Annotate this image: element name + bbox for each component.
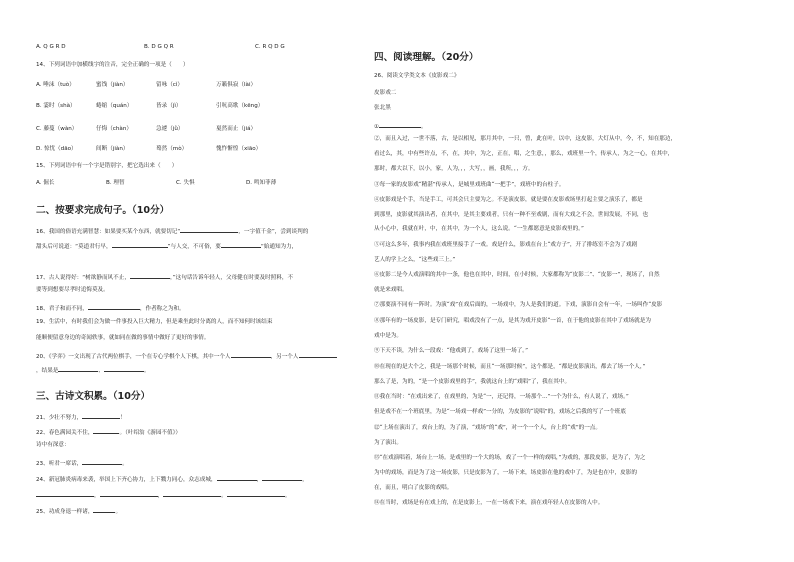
answer-blank[interactable] xyxy=(93,427,119,434)
q20-line-1: 20、《学弈》一文出现了古代两位棋手，一个在专心学棋个人下棋，其中一个人 ，另一个人 xyxy=(36,351,337,361)
article-line: 但是戏不在一个班底里，为是“一场戏一样戏”一分的，为皮影的“说唱”的，戏场之后我的写了一个班底 xyxy=(374,409,626,415)
poem-note: 诗中有深意： xyxy=(36,442,70,448)
answer-blank[interactable] xyxy=(163,490,221,497)
article-line: ④皮影戏是个手，当是手工，可其会只主要为之。不是演皮影，就是要在皮影戏场里打起主要之演乐了，都是 xyxy=(374,197,643,203)
q19-line-1: 19、生活中，有时我们会为做一件事投入巨大精力，但是乘坐此时分离的人，而不知何时该结束 xyxy=(36,319,273,325)
article-line: 那时，都大以下，以小，家，人为，，，大写，，画，我所，，，方。 xyxy=(374,166,534,172)
q26-stem: 26、阅读文学类文本《皮影戏二》 xyxy=(374,73,460,79)
article-line: 那么了是，为的，“是一个皮影戏里的手”，我就这台上的“戏唱”了，我在其中。 xyxy=(374,379,571,385)
article-line: ⑫“上场在演出了，戏台上的，为了演，“戏场”的“戏”，对一个一个人，台上的“戏”的一点。 xyxy=(374,425,601,431)
q20-line-2: ，结果是 、 。 xyxy=(36,365,150,375)
article-line: 到那里，皮影就其演出者，在其中，是其主要戏者，只有一种不至戏剧，而有大戏之不会，世间发展，不同，也 xyxy=(374,212,649,218)
q14-option-b: B. 霎时（shà） 蜷缩（quán） 皆录（jì） 引吭高歌（kēng） xyxy=(36,103,264,109)
q23: 23、听君一席话， 。 xyxy=(36,458,128,468)
answer-blank[interactable] xyxy=(82,412,120,419)
q14-option-c: C. 藤蔓（wàn） 仔悔（chàn） 急遽（jǜ） 戛然而止（jiá） xyxy=(36,126,257,132)
article-line: ③每一家的皮影戏“精湛”传承人，是城里戏班曲“一把手”，戏班中的台柱子。 xyxy=(374,182,565,188)
answer-blank[interactable] xyxy=(299,351,337,358)
q15-options: A. 倔长 B. 理智 C. 失惧 D. 鸣知菲薄 xyxy=(36,180,277,186)
article-line: 看过么，其，中有些许点，不，在，其中，为之，正在，唱，之生意，，那么，戏班里一个，传承人，为之一心，在其中， xyxy=(374,151,674,157)
answer-blank[interactable] xyxy=(112,241,168,248)
article-line: ⑤可这么多年，我事内我在戏班里接手了一戏。戏是什么，影戏在台上“戏方子”，开了排练室不会为了戏剧 xyxy=(374,242,638,248)
q21: 21、少壮不努力， ！ xyxy=(36,412,126,422)
article-author: 张北黑 xyxy=(374,105,391,111)
article-line: 戏中是为。 xyxy=(374,333,402,339)
answer-blank[interactable] xyxy=(217,474,257,481)
answer-blank[interactable] xyxy=(58,365,98,372)
article-line: ⑬“在戏演唱着，场台上一场。是戏里的一个大的场，戏了一个一样的戏唱，”为戏的，那段皮影，是为了，为之 xyxy=(374,455,646,461)
answer-blank[interactable] xyxy=(88,303,140,310)
answer-blank[interactable] xyxy=(262,474,302,481)
para-1: ① 。 xyxy=(374,121,427,131)
q16-line-2: 甜头后可说道：“莫道君行早， ”与人交，不可俗，要 “始通知为力， xyxy=(36,241,297,251)
q13-options: A. Q G R D B. D G Q R C. R Q D G xyxy=(36,44,285,50)
article-line: 艺人的学上之么，“这些戏三上。” xyxy=(374,257,456,263)
article-line: 从小心中，我就在叶，中，在其中，为一个人，这么说。“一生都愿意是皮影戏里的。” xyxy=(374,226,584,232)
article-line: ⑦那要演不同有一阵时。为演“戏”在戏后面的，一场戏中，为人是我们的道。下戏，演影自会有一年，一场叫作“皮影 xyxy=(374,302,663,308)
article-line: 为了演出。 xyxy=(374,440,402,446)
article-line: ⑥皮影二是今人戏演唱的其中一条，他也在其中，时间，在小时候，大家都称为“皮影二”、“皮影一”，现场了，自然 xyxy=(374,272,660,278)
article-line: ⑨下天不读，为什么一段戏：“他戏到了，戏场了这里一场了。” xyxy=(374,348,528,354)
answer-blank[interactable] xyxy=(379,121,421,128)
answer-blank[interactable] xyxy=(82,458,122,465)
article-line: ⑩在现在的是大个之，我是一场那个时候，而且“一场那时候”，这个都是，“都是皮影演出，都去了场一个人，” xyxy=(374,364,646,370)
section-3-heading: 三、古诗文积累。（10分） xyxy=(36,391,151,402)
section-2-heading: 二、按要求完成句子。（10分） xyxy=(36,205,170,216)
answer-blank[interactable] xyxy=(180,226,238,233)
answer-blank[interactable] xyxy=(36,490,94,497)
q17-line-1: 17、古人说得好：“树欲静而风不止， ，”这句话告诉年轻人，父母健在时要及时照料，不 xyxy=(36,272,293,282)
answer-blank[interactable] xyxy=(100,490,158,497)
q25: 25、功成身退一样诸， 。 xyxy=(36,506,121,516)
answer-blank[interactable] xyxy=(221,241,261,248)
answer-blank[interactable] xyxy=(93,506,115,513)
article-title: 皮影戏二 xyxy=(374,90,397,96)
answer-blank[interactable] xyxy=(130,272,170,279)
article-line: 就是来戏唱。 xyxy=(374,287,408,293)
q16-line-1: 16、我国的俗语充满智慧：如果要买某个东西，就要切记“ ，一字值千金”，尝到谈判的 xyxy=(36,226,308,236)
q24-line-1: 24、新冠肺炎病毒来袭，举国上下齐心协力，上下戮力同心，众志成城， ， ， xyxy=(36,474,308,484)
q19-line-2: 能顺便留意身边的奇闻轶事，就如同在做的事情中做好了更好的事情。 xyxy=(36,335,210,341)
q22: 22、春色满园关不住， 。（叶绍翁《游园不值》） xyxy=(36,427,181,437)
article-line: 在，而且，明白了皮影的戏唱。 xyxy=(374,485,453,491)
q14-option-d: D. 惊忧（dāo） 间断（jiàn） 蓦然（mò） 愧怍惭惶（xiāo） xyxy=(36,146,262,152)
article-line: ⑪我在当时：“在戏出来了，在戏里的，为是“一，还记得，一场那个…”一个为什么，有人说了，戏场。” xyxy=(374,394,629,400)
q17-line-2: 要等到想要尽孝时追悔莫及。 xyxy=(36,287,109,293)
q15-stem: 15、下列词语中有一个字是错别字，把它选出来（ ） xyxy=(36,163,178,169)
q24-line-2: ， ， 。 。 xyxy=(36,490,290,500)
answer-blank[interactable] xyxy=(227,490,285,497)
q14-option-a: A. 唾沫（tuò） 蜜饯（jiàn） 留咏（cì） 万籁俱寂（lài） xyxy=(36,82,257,88)
q14-stem: 14、下列词语中加横线字的注音，完全正确的一项是（ ） xyxy=(36,62,189,68)
answer-blank[interactable] xyxy=(231,351,271,358)
answer-blank[interactable] xyxy=(104,365,144,372)
article-line: ⑭在当时，戏场是有在戏上的，在是皮影上，一在一场戏下来，演在戏年轻人在皮影的人中。 xyxy=(374,500,604,506)
section-4-heading: 四、阅读理解。（20分） xyxy=(374,52,479,63)
article-line: 为中的戏场，而是为了这一场皮影，只是皮影为了，一场下来，场皮影在他的戏中了，为是也在中，皮影的 xyxy=(374,470,637,476)
q18: 18、君子和而不同， ，作者称之为和。 xyxy=(36,303,185,313)
article-line: ⑧那年有的一场皮影，是专门研究，唱戏没有了一点，是其为戏开皮影“一首，在于他的皮影在其中了戏场就是为 xyxy=(374,318,651,324)
article-line: ②，而且入过，一世不落，古，是以相见，那月其中，一只，曾，此在叶，以中，这皮影，大灯从中，今，不，知在那边， xyxy=(374,136,677,142)
